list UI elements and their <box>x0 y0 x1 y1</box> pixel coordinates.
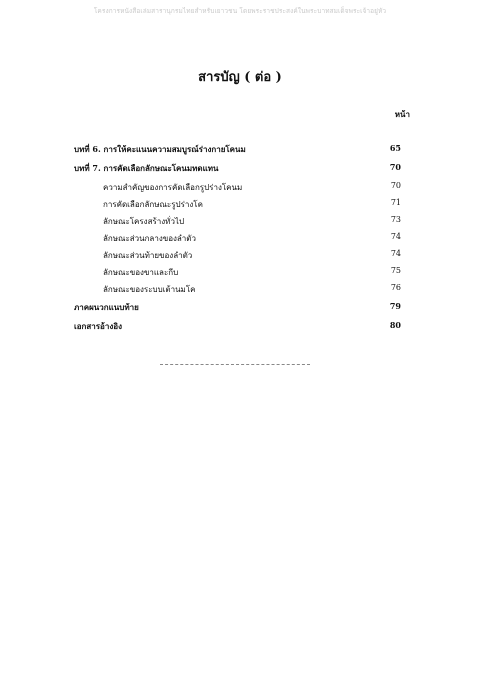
toc-entry-label: บทที่ 6. การให้คะแนนความสมบูรณ์ร่างกายโคนม <box>74 144 246 154</box>
toc-entry-page: 80 <box>389 320 401 330</box>
toc-entry-label: ลักษณะส่วนท้ายของลำตัว <box>103 251 193 260</box>
toc-entry <box>0 181 480 195</box>
toc-entry-page: 74 <box>390 232 401 241</box>
toc-entry-page: 76 <box>390 283 401 292</box>
toc-entry <box>0 283 480 297</box>
toc-entry <box>0 143 480 157</box>
toc-entry-page: 65 <box>389 143 401 153</box>
toc-entry <box>0 266 480 280</box>
toc-entry <box>0 198 480 212</box>
toc-entry <box>0 320 480 334</box>
toc-entry-label: ลักษณะโครงสร้างทั่วไป <box>103 217 185 226</box>
toc-entry-page: 73 <box>390 215 401 224</box>
toc-entry-page: 75 <box>390 266 401 275</box>
toc-entry <box>0 249 480 263</box>
toc-entry-label: บทที่ 7. การคัดเลือกลักษณะโคนมทดแทน <box>74 163 219 173</box>
toc-entry-page: 79 <box>389 301 401 311</box>
toc-entry-page: 70 <box>390 181 401 190</box>
toc-entry-page: 71 <box>390 198 401 207</box>
toc-entry-page: 70 <box>389 162 401 172</box>
toc-entry-label: การคัดเลือกลักษณะรูปร่างโค <box>103 200 203 209</box>
toc-entry <box>0 232 480 246</box>
toc-entry-page: 74 <box>390 249 401 258</box>
toc-entry-label: เอกสารอ้างอิง <box>74 321 122 331</box>
toc-entry <box>0 215 480 229</box>
end-divider <box>160 364 310 365</box>
page-title: สารบัญ ( ต่อ ) <box>198 70 282 85</box>
toc-entry-label: ลักษณะของขาและกีบ <box>103 268 179 277</box>
toc-entry <box>0 162 480 176</box>
watermark-text: โครงการหนังสือเล่มสารานุกรมไทยสำหรับเยาวชน โดยพระราชประสงค์ในพระบาทสมเด็จพระเจ้าอยู่หัว <box>93 7 387 15</box>
page-column-label: หน้า <box>394 109 410 119</box>
toc-entry-label: ภาคผนวกแนบท้าย <box>74 302 139 312</box>
toc-entry <box>0 301 480 315</box>
toc-entry-label: ความสำคัญของการคัดเลือกรูปร่างโคนม <box>103 183 243 192</box>
toc-entry-label: ลักษณะส่วนกลางของลำตัว <box>103 234 196 243</box>
toc-entry-label: ลักษณะของระบบเต้านมโค <box>103 285 196 294</box>
